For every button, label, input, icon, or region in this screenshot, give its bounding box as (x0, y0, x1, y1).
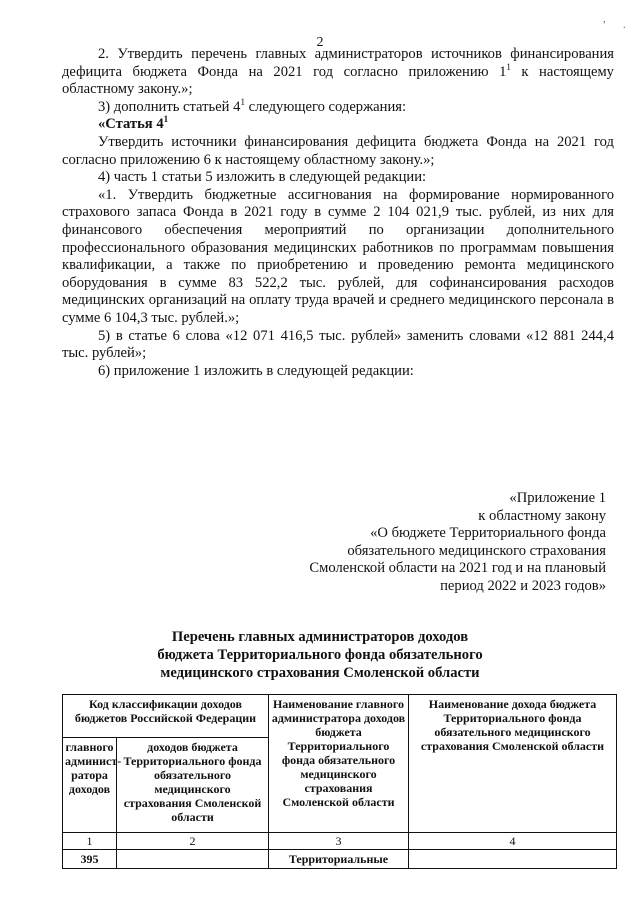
scan-mark: , (603, 14, 606, 25)
table-title (0, 628, 640, 682)
appendix-line: Смоленской области на 2021 год и на плановый (309, 560, 606, 577)
page-number: 2 (316, 35, 324, 50)
cell-income-code (117, 850, 269, 869)
article-heading (62, 116, 614, 134)
column-number: 3 (269, 833, 409, 850)
table-row (63, 850, 617, 869)
column-number: 4 (409, 833, 617, 850)
paragraph-item-2 (62, 46, 614, 99)
header-income-code: доходов бюджета Территориального фонда обязательного медицинского страхования Смоленской области (117, 738, 269, 833)
appendix-line: период 2022 и 2023 годов» (440, 577, 606, 594)
administrators-table (62, 694, 617, 869)
table-title-line: медицинского страхования Смоленской области (160, 665, 480, 681)
superscript: 1 (163, 114, 169, 125)
paragraph-point-6: 6) приложение 1 изложить в следующей редакции: (98, 362, 414, 379)
header-income-name: Наименование дохода бюджета Территориального фонда обязательного медицинского страхования Смоленской области (409, 695, 617, 833)
header-administrator-name: Наименование главного администратора доходов бюджета Территориального фонда обязательного медицинского страхования Смоленской области (269, 695, 409, 833)
body-text (62, 46, 614, 380)
column-number: 2 (117, 833, 269, 850)
appendix-line: «Приложение 1 (509, 490, 606, 506)
appendix-line: «О бюджете Территориального фонда (370, 525, 606, 542)
superscript: 1 (240, 96, 245, 107)
appendix-header (266, 490, 606, 596)
column-number: 1 (63, 833, 117, 850)
paragraph-text: 2. Утвердить перечень главных администраторов источников финансирования дефицита бюджета Фонда на 2021 год согласно приложению 1 (62, 46, 614, 80)
paragraph-point-5: 5) в статье 6 слова «12 071 416,5 тыс. рублей» заменить словами «12 881 244,4 тыс. рублей»; (62, 327, 614, 362)
paragraph-text: 3) дополнить статьей 4 (98, 98, 241, 115)
paragraph-text: следующего содержания: (244, 98, 407, 115)
header-main-administrator-code: главного админист-ратора доходов (63, 738, 117, 833)
table-title-line: Перечень главных администраторов доходов (171, 629, 469, 645)
appendix-line: к областному закону (478, 507, 606, 524)
article-heading-text: «Статья 4 (98, 116, 164, 133)
paragraph-point-3 (62, 96, 614, 117)
scan-mark: . (623, 20, 626, 31)
superscript: 1 (506, 61, 511, 72)
paragraph-text: к настоящему областному закону.»; (62, 63, 614, 98)
cell-income-name (409, 850, 617, 869)
header-code-group: Код классификации доходов бюджетов Российской Федерации (63, 695, 269, 738)
paragraph-part-1-text: «1. Утвердить бюджетные ассигнования на формирование нормированного страхового запаса Фонда в 2021 году в сумме 2 104 021,9 тыс. рублей, из них для финансового обеспечения мероприятий по организации дополнительного профессионального образования медицинских работников по программам повышения квалификации, а также по приобретению и проведению ремонта медицинского оборудования в сумме 83 522,2 тыс. рублей, для софинансирования расходов медицинских организаций на оплату труда врачей и среднего медицинского персонала в сумме 6 104,3 тыс. рублей.»; (62, 186, 614, 326)
paragraph-article-text: Утвердить источники финансирования дефицита бюджета Фонда на 2021 год согласно приложению 6 к настоящему областному закону.»; (62, 133, 614, 168)
cell-administrator-name: Территориальные (269, 850, 409, 869)
table-header-row (63, 695, 617, 738)
appendix-line: обязательного медицинского страхования (347, 542, 606, 559)
table-number-row (63, 833, 617, 850)
table-title-line: бюджета Территориального фонда обязательного (157, 647, 483, 663)
cell-administrator-code: 395 (63, 850, 117, 869)
paragraph-point-4: 4) часть 1 статьи 5 изложить в следующей редакции: (98, 169, 427, 186)
